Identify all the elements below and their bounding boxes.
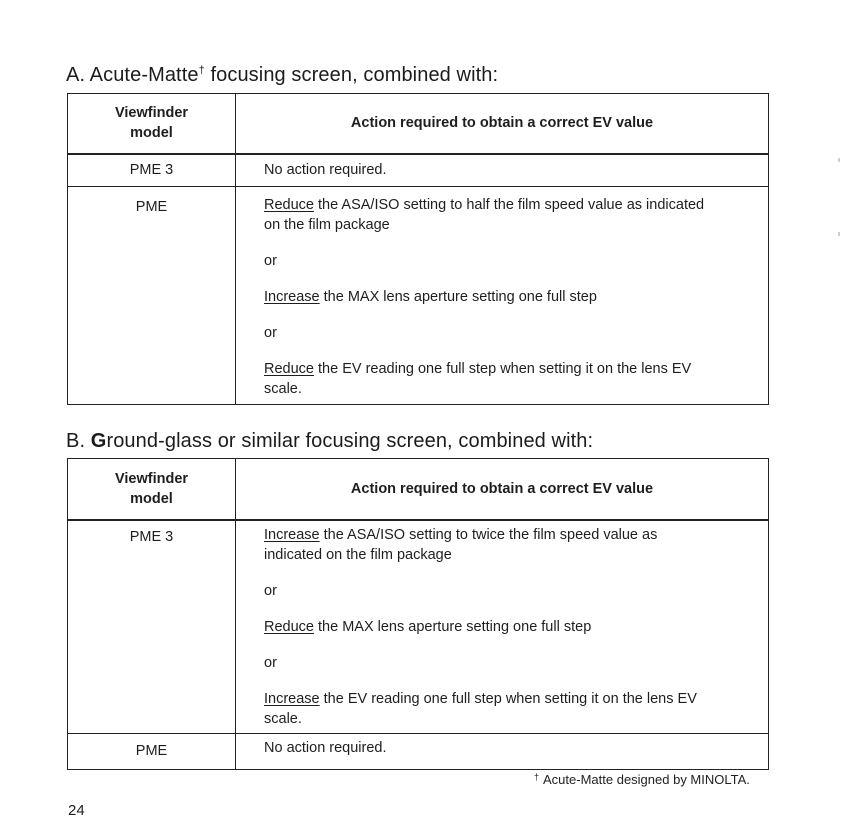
section-b-option2-text: the MAX lens aperture setting one full step [313,618,592,635]
section-b-option3-verb: Increase [264,690,320,707]
section-b-header-col1-line1: Viewfinder [114,470,189,487]
section-b-option3-text2: scale. [264,710,302,727]
section-a-option3 [264,359,756,379]
scan-mark [838,158,840,162]
section-a-table [67,93,769,405]
section-a-title-part1: Acute-Matte [89,64,199,86]
section-b-row2-action: No action required. [236,734,769,770]
section-a-option2-verb: Increase [264,289,320,305]
section-a-option3-text2: scale. [264,381,302,397]
section-a-option2 [264,287,756,307]
section-a-heading [66,64,498,87]
section-b-option3-text1: the EV reading one full step when setting it on the lens EV [319,690,697,707]
section-b-option1-text1: the ASA/ISO setting to twice the film speed value as [319,526,658,543]
section-b-heading [66,430,593,453]
section-a-dagger: † [198,64,205,77]
section-a-option1-text2: on the film package [264,217,390,233]
section-a-option1 [264,195,756,215]
section-b-header-col2: Action required to obtain a correct EV value [236,459,769,520]
footnote-dagger: † [534,772,540,782]
section-a-row2-model: PME [68,187,236,405]
section-b-row2-model: PME [68,734,236,770]
table-row [68,154,769,187]
section-a-row2-actions [236,187,769,405]
section-b-row1-model: PME 3 [68,520,236,734]
section-a-row1-action: No action required. [236,154,769,187]
section-b-header-row [68,459,769,520]
section-a-header-col2: Action required to obtain a correct EV value [236,94,769,154]
footnote-text: Acute-Matte designed by MINOLTA. [543,772,750,787]
section-a-option2-text: the MAX lens aperture setting one full step [319,289,597,305]
section-b-table [67,458,769,770]
section-b-or2: or [264,654,277,671]
table-row [68,734,769,770]
footnote [534,772,750,787]
section-a-or2: or [264,325,277,341]
section-b-row1-actions [236,520,769,734]
section-b-option1-text2: indicated on the film package [264,546,452,563]
section-a-header-col1 [68,94,236,154]
section-a-row1-model: PME 3 [68,154,236,187]
section-b-option1 [264,525,756,545]
table-row [68,187,769,405]
scan-mark [838,232,840,236]
section-b-option1-verb: Increase [264,526,320,543]
section-b-or1: or [264,582,277,599]
section-b-title-bold: G [90,430,107,452]
section-b-title-rest: round-glass or similar focusing screen, combined with: [106,430,594,452]
table-row [68,520,769,734]
section-a-header-col1-line1: Viewfinder [114,105,189,122]
section-b-option2 [264,617,756,637]
section-a-option3-verb: Reduce [264,361,314,377]
section-a-title-part2: focusing screen, combined with: [204,64,499,86]
section-b-prefix: B. [66,430,86,452]
section-a-option1-text1: the ASA/ISO setting to half the film speed value as indicated [313,197,705,213]
section-a-option1-verb: Reduce [264,197,314,213]
section-b-header-col1 [68,459,236,520]
section-a-prefix: A. [66,64,86,86]
section-a-option3-text1: the EV reading one full step when setting it on the lens EV [313,361,692,377]
section-a-header-col1-line2: model [130,125,173,142]
section-b-header-col1-line2: model [130,490,173,507]
section-b-option3 [264,689,756,709]
section-a-or1: or [264,253,277,269]
section-a-header-row [68,94,769,154]
section-b-option2-verb: Reduce [264,618,314,635]
page-number: 24 [68,802,85,819]
